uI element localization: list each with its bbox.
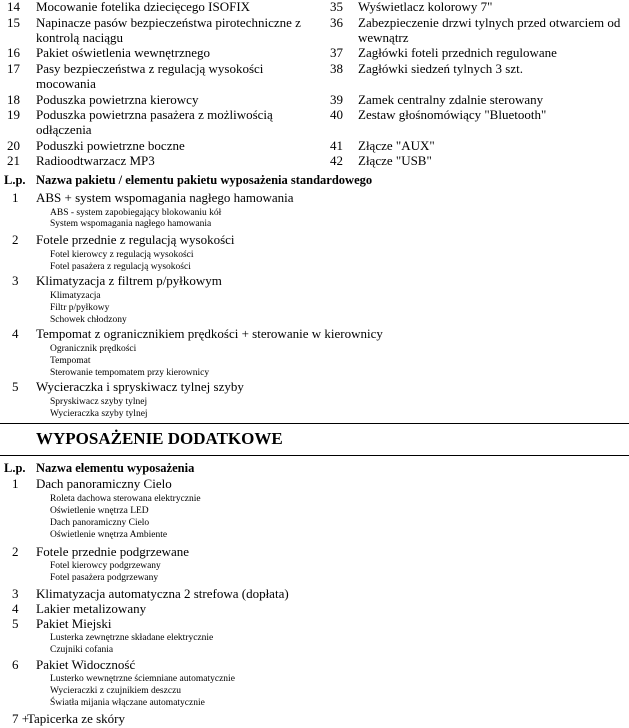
list-item: Złącze "AUX" xyxy=(358,138,435,153)
package-sub-item: Klimatyzacja xyxy=(50,291,101,301)
list-item: Poduszki powietrzne boczne xyxy=(36,138,185,153)
list-item-number: 17 xyxy=(7,61,20,76)
package-number: 5 xyxy=(12,379,19,394)
section-title: WYPOSAŻENIE DODATKOWE xyxy=(36,429,283,448)
list-item: Pakiet oświetlenia wewnętrznego xyxy=(36,45,210,60)
equipment-name: Tapicerka ze skóry xyxy=(27,711,125,726)
list-item: Zabezpieczenie drzwi tylnych przed otwarciem od xyxy=(358,15,621,30)
list-item-number: 18 xyxy=(7,92,20,107)
equipment-sub-item: Wycieraczki z czujnikiem deszczu xyxy=(50,686,182,696)
equipment-name: Pakiet Miejski xyxy=(36,616,112,631)
equipment-sub-item: Fotel kierowcy podgrzewany xyxy=(50,561,161,571)
package-sub-item: Filtr p/pyłkowy xyxy=(50,303,110,313)
list-item-continuation: kontrolą naciągu xyxy=(36,30,123,45)
equipment-sub-item: Lusterko wewnętrzne ściemniane automatycznie xyxy=(50,674,235,684)
section-top-rule xyxy=(0,423,629,424)
equipment-name: Fotele przednie podgrzewane xyxy=(36,544,190,559)
column-header-name: Nazwa pakietu / elementu pakietu wyposażenia standardowego xyxy=(36,173,373,187)
list-item: Poduszka powietrzna pasażera z możliwością xyxy=(36,107,273,122)
equipment-number: 7 + xyxy=(12,711,30,726)
equipment-number: 6 xyxy=(12,657,19,672)
equipment-sub-item: Lusterka zewnętrzne składane elektrycznie xyxy=(50,633,214,643)
package-sub-item: Tempomat xyxy=(50,356,91,366)
equipment-sub-item: Dach panoramiczny Cielo xyxy=(50,518,150,528)
package-number: 3 xyxy=(12,273,19,288)
list-item: Zagłówki siedzeń tylnych 3 szt. xyxy=(358,61,523,76)
equipment-number: 2 xyxy=(12,544,19,559)
column-header-lp: L.p. xyxy=(4,461,26,475)
section-bottom-rule xyxy=(0,455,629,456)
list-item-continuation: odłączenia xyxy=(36,122,92,137)
list-item-number: 37 xyxy=(330,45,343,60)
list-item-number: 39 xyxy=(330,92,343,107)
list-item-number: 36 xyxy=(330,15,343,30)
list-item: Napinacze pasów bezpieczeństwa pirotechniczne z xyxy=(36,15,301,30)
list-item-continuation: mocowania xyxy=(36,76,96,91)
package-sub-item: Fotel pasażera z regulacją wysokości xyxy=(50,262,191,272)
list-item: Wyświetlacz kolorowy 7" xyxy=(358,0,493,14)
equipment-number: 5 xyxy=(12,616,19,631)
list-item-number: 19 xyxy=(7,107,20,122)
package-sub-item: Sterowanie tempomatem przy kierownicy xyxy=(50,368,210,378)
list-item-number: 21 xyxy=(7,153,20,168)
column-header-name: Nazwa elementu wyposażenia xyxy=(36,461,195,475)
list-item: Radioodtwarzacz MP3 xyxy=(36,153,155,168)
equipment-sub-item: Oświetlenie wnętrza Ambiente xyxy=(50,530,168,540)
package-name: ABS + system wspomagania nagłego hamowania xyxy=(36,190,294,205)
equipment-number: 1 xyxy=(12,476,19,491)
equipment-sub-item: Fotel pasażera podgrzewany xyxy=(50,573,159,583)
list-item-number: 38 xyxy=(330,61,343,76)
equipment-name: Dach panoramiczny Cielo xyxy=(36,476,172,491)
equipment-sub-item: Światła mijania włączane automatycznie xyxy=(50,698,205,708)
list-item-number: 41 xyxy=(330,138,343,153)
list-item: Mocowanie fotelika dziecięcego ISOFIX xyxy=(36,0,251,14)
package-sub-item: ABS - system zapobiegający blokowaniu kół xyxy=(50,208,222,218)
list-item: Zamek centralny zdalnie sterowany xyxy=(358,92,544,107)
list-item: Zagłówki foteli przednich regulowane xyxy=(358,45,557,60)
list-item: Poduszka powietrzna kierowcy xyxy=(36,92,199,107)
package-sub-item: System wspomagania nagłego hamowania xyxy=(50,219,212,229)
list-item-number: 14 xyxy=(7,0,20,14)
list-item-number: 20 xyxy=(7,138,20,153)
list-item-number: 16 xyxy=(7,45,20,60)
column-header-lp: L.p. xyxy=(4,173,26,187)
list-item-number: 35 xyxy=(330,0,343,14)
equipment-name: Lakier metalizowany xyxy=(36,601,147,616)
package-name: Fotele przednie z regulacją wysokości xyxy=(36,232,235,247)
equipment-name: Klimatyzacja automatyczna 2 strefowa (dopłata) xyxy=(36,586,289,601)
list-item-number: 40 xyxy=(330,107,343,122)
package-sub-item: Schowek chłodzony xyxy=(50,315,127,325)
package-name: Klimatyzacja z filtrem p/pyłkowym xyxy=(36,273,222,288)
package-sub-item: Ogranicznik prędkości xyxy=(50,344,137,354)
list-item: Złącze "USB" xyxy=(358,153,432,168)
package-number: 4 xyxy=(12,326,19,341)
equipment-number: 3 xyxy=(12,586,19,601)
package-sub-item: Wycieraczka szyby tylnej xyxy=(50,409,148,419)
equipment-sub-item: Roleta dachowa sterowana elektrycznie xyxy=(50,494,201,504)
equipment-number: 4 xyxy=(12,601,19,616)
list-item: Pasy bezpieczeństwa z regulacją wysokości xyxy=(36,61,264,76)
package-number: 1 xyxy=(12,190,19,205)
package-name: Tempomat z ogranicznikiem prędkości + sterowanie w kierownicy xyxy=(36,326,383,341)
equipment-sub-item: Czujniki cofania xyxy=(50,645,114,655)
list-item-continuation: wewnątrz xyxy=(358,30,409,45)
package-name: Wycieraczka i spryskiwacz tylnej szyby xyxy=(36,379,244,394)
list-item: Zestaw głośnomówiący "Bluetooth" xyxy=(358,107,547,122)
list-item-number: 15 xyxy=(7,15,20,30)
package-sub-item: Spryskiwacz szyby tylnej xyxy=(50,397,148,407)
equipment-sub-item: Oświetlenie wnętrza LED xyxy=(50,506,149,516)
equipment-name: Pakiet Widoczność xyxy=(36,657,136,672)
list-item-number: 42 xyxy=(330,153,343,168)
package-sub-item: Fotel kierowcy z regulacją wysokości xyxy=(50,250,194,260)
package-number: 2 xyxy=(12,232,19,247)
